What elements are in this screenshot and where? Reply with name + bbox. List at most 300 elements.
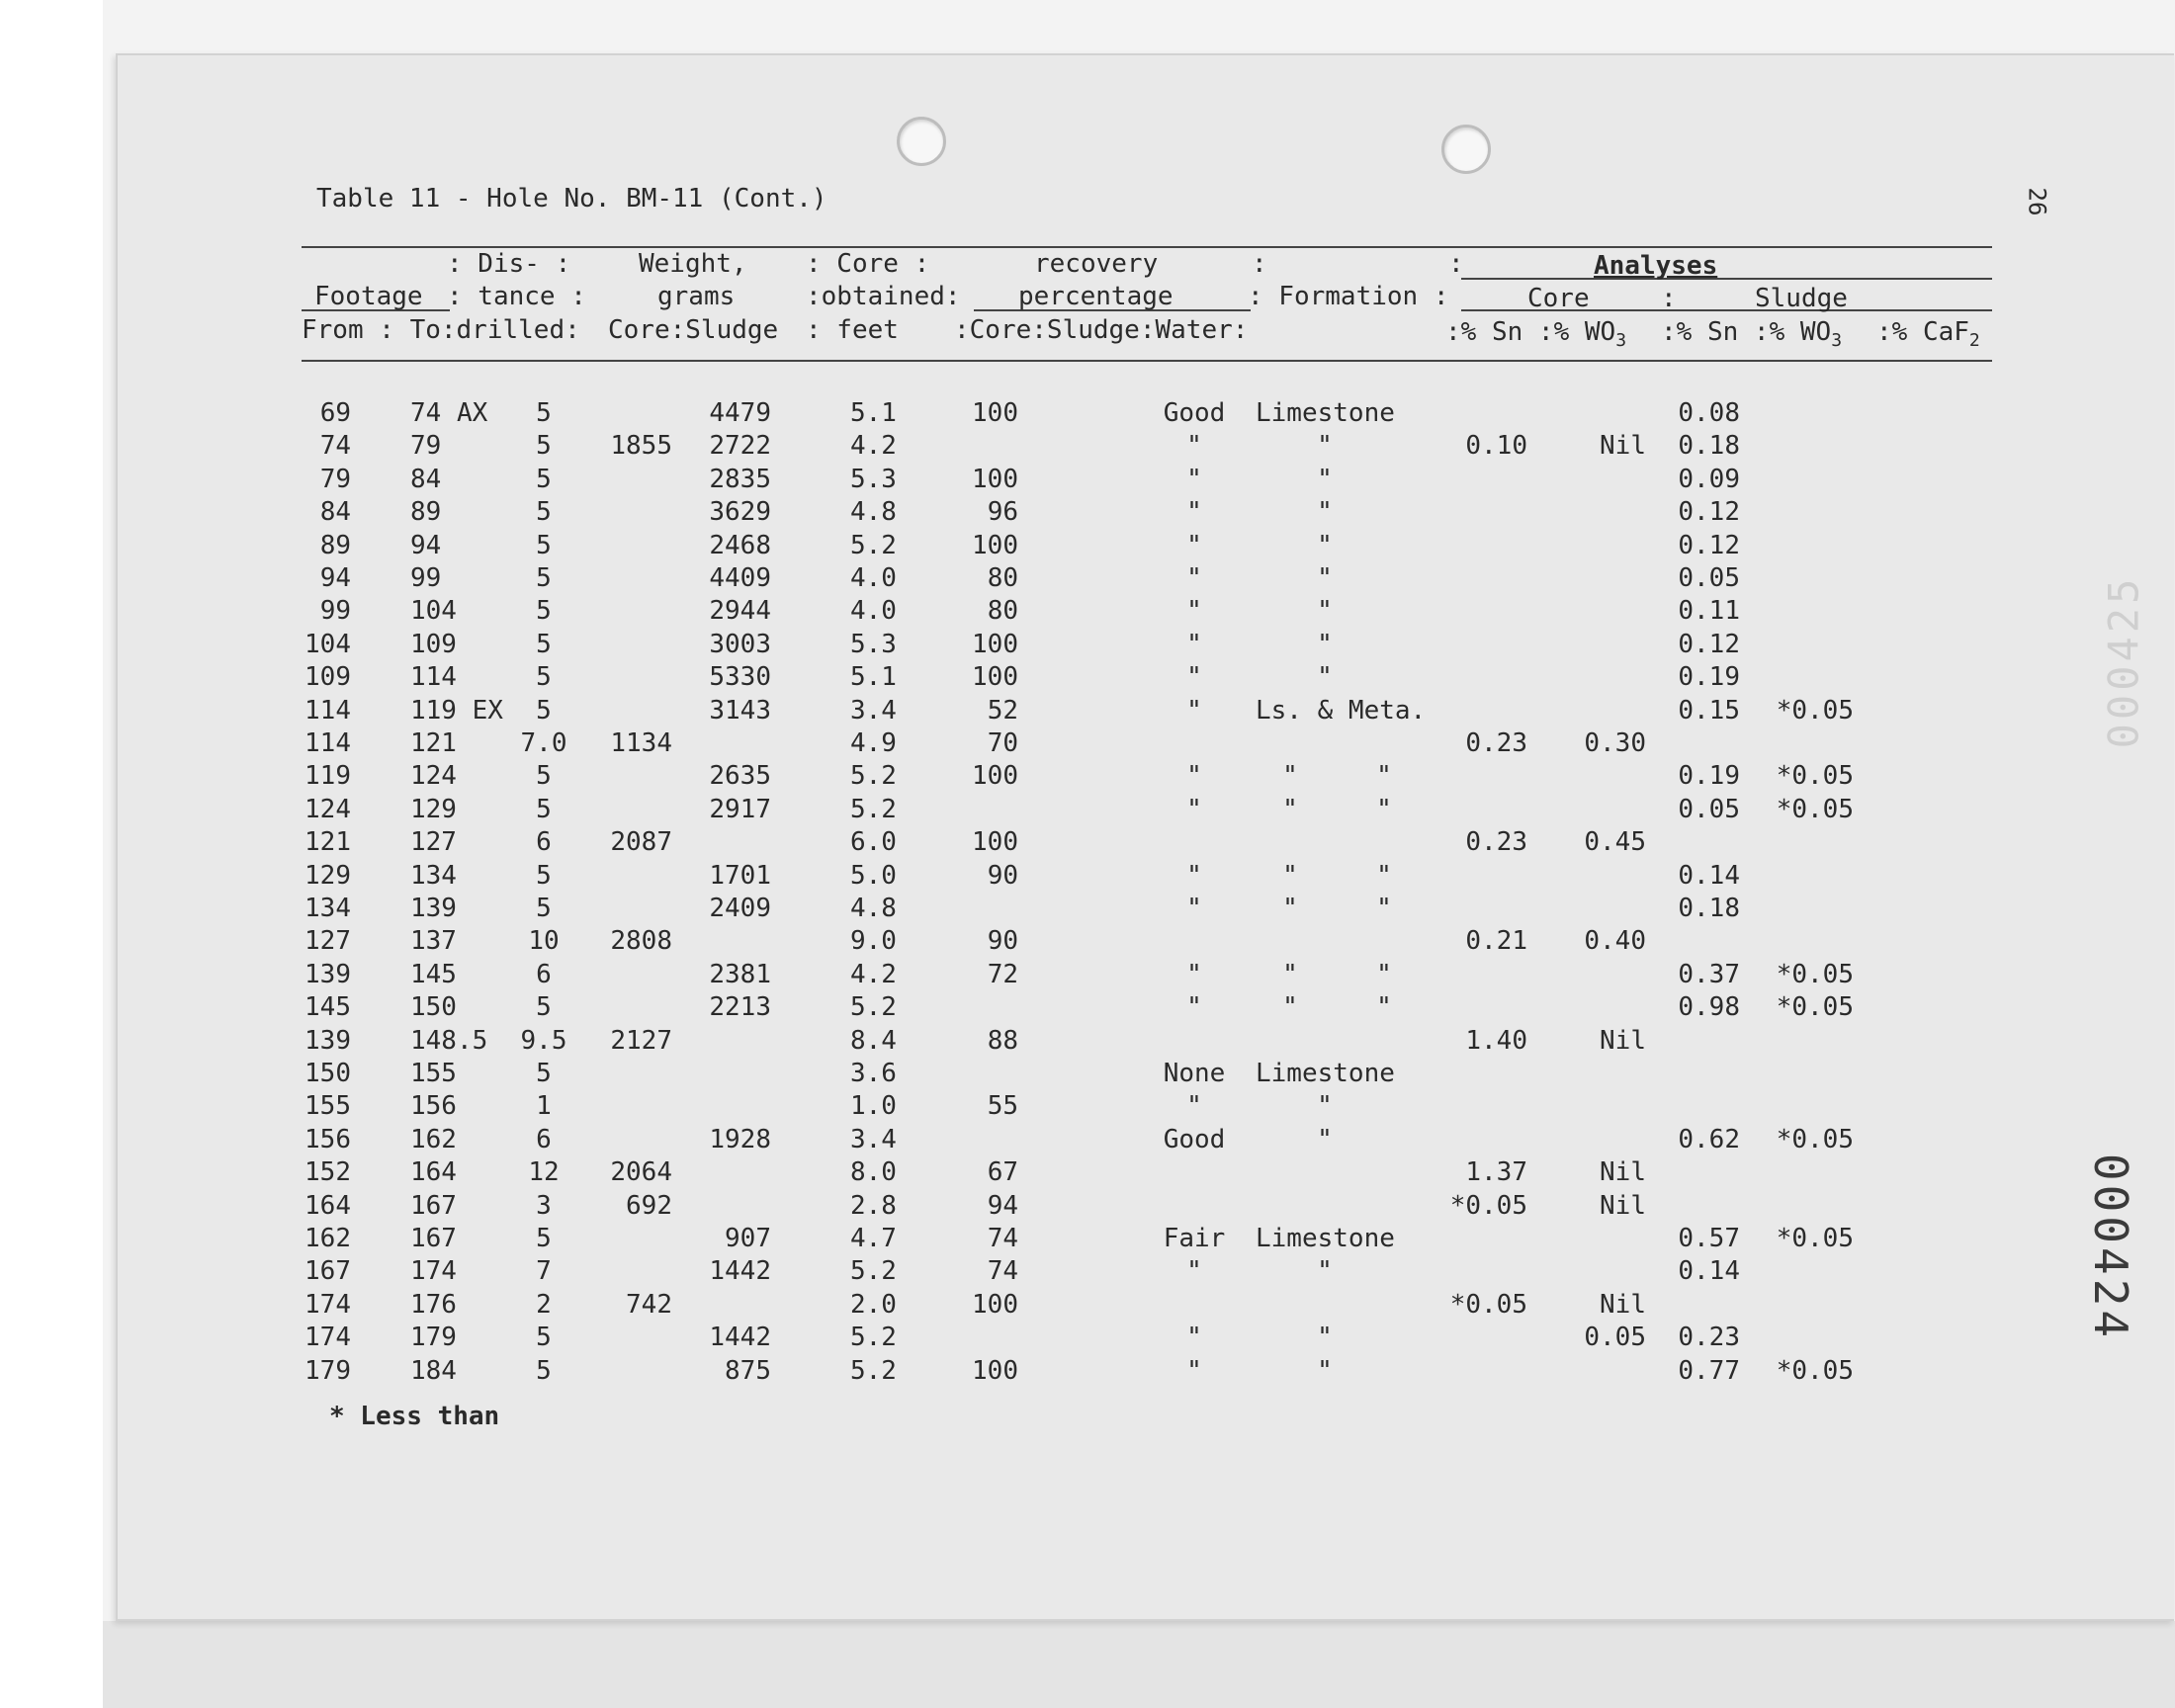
cell-wcore: 2064 — [610, 1157, 672, 1188]
cell-cwo: Nil — [1600, 431, 1646, 462]
cell-f1: Limestone — [1256, 398, 1395, 428]
cell-feet: 3.4 — [850, 1124, 897, 1154]
cell-wsludge: 875 — [725, 1355, 771, 1386]
hdr-sludge: Sludge — [1755, 284, 1848, 313]
cell-feet: 8.4 — [850, 1025, 897, 1056]
cell-from: 145 — [304, 992, 351, 1023]
cell-wcore: 2808 — [610, 926, 672, 957]
cell-water: " — [1186, 563, 1202, 593]
cell-f1: " — [1317, 431, 1333, 462]
hdr-core-obtained-1: : Core : — [806, 249, 930, 279]
cell-from: 89 — [319, 530, 351, 560]
cell-dist: 5 — [536, 662, 552, 693]
cell-to: 94 — [410, 530, 442, 560]
cell-wsludge: 4479 — [709, 398, 771, 428]
cell-to: 79 — [410, 431, 442, 462]
cell-from: 114 — [304, 695, 351, 726]
cell-ssn: 0.11 — [1678, 596, 1740, 627]
cell-rcore: 80 — [987, 563, 1018, 593]
cell-feet: 8.0 — [850, 1157, 897, 1188]
cell-from: 84 — [319, 497, 351, 528]
header-top-rule — [302, 246, 1992, 248]
cell-dist: 5 — [536, 596, 552, 627]
cell-feet: 6.0 — [850, 827, 897, 858]
cell-f1: " — [1317, 497, 1333, 528]
cell-feet: 4.0 — [850, 596, 897, 627]
cell-rcore: 94 — [987, 1190, 1018, 1221]
cell-water: " — [1186, 794, 1202, 824]
cell-csn: 1.40 — [1465, 1025, 1527, 1056]
cell-feet: 9.0 — [850, 926, 897, 957]
cell-rcore: 100 — [972, 629, 1018, 659]
cell-rcore: 74 — [987, 1256, 1018, 1287]
cell-from: 119 — [304, 761, 351, 792]
hdr-caf2: :% CaF$_2$ — [1876, 317, 1980, 352]
cell-from: 99 — [319, 596, 351, 627]
cell-to: 134 — [410, 860, 457, 891]
cell-water: " — [1186, 530, 1202, 560]
cell-wsludge: 2722 — [709, 431, 771, 462]
cell-from: 134 — [304, 894, 351, 923]
cell-ssn: 0.14 — [1678, 860, 1740, 891]
cell-wsludge: 2917 — [709, 794, 771, 824]
cell-ssn: 0.37 — [1678, 959, 1740, 989]
cell-from: 150 — [304, 1059, 351, 1088]
cell-feet: 5.2 — [850, 992, 897, 1023]
cell-water: Good — [1163, 398, 1226, 428]
cell-water: " — [1186, 629, 1202, 659]
cell-dist: 5 — [536, 794, 552, 824]
scan-margin-left — [0, 0, 103, 1708]
hdr-colon: : — [1252, 249, 1267, 279]
hdr-grams: grams — [657, 282, 736, 311]
cell-f1: " — [1317, 1091, 1333, 1122]
cell-water: " — [1186, 596, 1202, 627]
cell-rcore: 100 — [972, 827, 1018, 858]
cell-to: 155 — [410, 1059, 457, 1088]
cell-wcore: 1855 — [610, 431, 672, 462]
cell-water: Fair — [1163, 1224, 1226, 1253]
cell-rcore: 100 — [972, 662, 1018, 693]
cell-rcore: 100 — [972, 1355, 1018, 1386]
hdr-tance: : tance : — [447, 282, 586, 311]
cell-ssn: 0.23 — [1678, 1323, 1740, 1353]
cell-swo: *0.05 — [1776, 761, 1854, 792]
cell-dist: 10 — [528, 926, 560, 957]
cell-water: " — [1186, 431, 1202, 462]
cell-f1: " — [1317, 563, 1333, 593]
cell-wsludge: 907 — [725, 1224, 771, 1253]
cell-water: " — [1186, 761, 1202, 792]
cell-feet: 1.0 — [850, 1091, 897, 1122]
cell-swo: *0.05 — [1776, 1124, 1854, 1154]
cell-to: 104 — [410, 596, 457, 627]
cell-rcore: 100 — [972, 530, 1018, 560]
cell-wcore: 2087 — [610, 827, 672, 858]
cell-from: 174 — [304, 1323, 351, 1353]
cell-water: " — [1186, 1091, 1202, 1122]
cell-cwo: 0.30 — [1584, 728, 1646, 758]
hdr-analyses: Analyses — [1594, 251, 1718, 281]
cell-wsludge: 3143 — [709, 695, 771, 726]
cell-swo: *0.05 — [1776, 695, 1854, 726]
cell-from: 104 — [304, 629, 351, 659]
cell-ssn: 0.05 — [1678, 794, 1740, 824]
hdr-core-sludge-water: :Core:Sludge:Water: — [954, 315, 1249, 345]
cell-ssn: 0.77 — [1678, 1355, 1740, 1386]
cell-dist: 5 — [536, 629, 552, 659]
cell-rcore: 80 — [987, 596, 1018, 627]
table-title: Table 11 - Hole No. BM-11 (Cont.) — [316, 184, 827, 214]
cell-from: 124 — [304, 794, 351, 824]
cell-wcore: 1134 — [610, 728, 672, 758]
cell-to: 150 — [410, 992, 457, 1023]
analyses-rule — [1461, 278, 1992, 280]
cell-to: 121 — [410, 728, 457, 758]
cell-f2: " — [1376, 894, 1392, 923]
hdr-core-sludge-weight: Core:Sludge — [608, 315, 779, 345]
cell-to: 174 — [410, 1256, 457, 1287]
cell-csn: 0.10 — [1465, 431, 1527, 462]
cell-ssn: 0.62 — [1678, 1124, 1740, 1154]
cell-rcore: 70 — [987, 728, 1018, 758]
cell-rcore: 88 — [987, 1025, 1018, 1056]
cell-f1: " — [1317, 596, 1333, 627]
cell-to: 176 — [410, 1289, 457, 1320]
cell-to: 84 — [410, 464, 442, 494]
cell-wsludge: 2409 — [709, 894, 771, 923]
cell-dist: 7 — [536, 1256, 552, 1287]
cell-f1: Limestone — [1256, 1224, 1395, 1253]
cell-feet: 5.0 — [850, 860, 897, 891]
cell-f1: " — [1282, 860, 1298, 891]
cell-feet: 5.2 — [850, 761, 897, 792]
cell-feet: 4.8 — [850, 894, 897, 923]
cell-water: Good — [1163, 1124, 1226, 1154]
cell-dist: 5 — [536, 1224, 552, 1253]
cell-wsludge: 1928 — [709, 1124, 771, 1154]
faint-stamp: 000425 — [2099, 574, 2148, 749]
cell-wsludge: 1701 — [709, 860, 771, 891]
cell-to: 162 — [410, 1124, 457, 1154]
cell-feet: 5.2 — [850, 1323, 897, 1353]
cell-dist: 5 — [536, 563, 552, 593]
cell-dist: 5 — [536, 464, 552, 494]
cell-feet: 5.2 — [850, 1256, 897, 1287]
cell-csn: 0.23 — [1465, 827, 1527, 858]
cell-ssn: 0.09 — [1678, 464, 1740, 494]
cell-dist: 6 — [536, 1124, 552, 1154]
cell-wsludge: 2213 — [709, 992, 771, 1023]
hdr-weight: Weight, — [639, 249, 747, 279]
cell-water: " — [1186, 662, 1202, 693]
hdr-percentage: percentage — [1018, 282, 1174, 311]
cell-from: 129 — [304, 860, 351, 891]
cell-rcore: 90 — [987, 860, 1018, 891]
cell-water: " — [1186, 959, 1202, 989]
cell-cwo: 0.45 — [1584, 827, 1646, 858]
cell-dist: 5 — [536, 1355, 552, 1386]
punch-hole-left — [897, 117, 946, 166]
cell-dist: 5 — [536, 992, 552, 1023]
cell-to: 164 — [410, 1157, 457, 1188]
cell-water: " — [1186, 464, 1202, 494]
cell-f1: " — [1317, 464, 1333, 494]
scan-margin-bottom — [103, 1621, 2175, 1708]
cell-water: " — [1186, 860, 1202, 891]
side-stamp: 000424 — [2084, 1153, 2138, 1342]
cell-f1: " — [1317, 530, 1333, 560]
cell-to: 109 — [410, 629, 457, 659]
cell-feet: 5.2 — [850, 530, 897, 560]
cell-from: 139 — [304, 1025, 351, 1056]
cell-dist: 5 — [536, 431, 552, 462]
cell-feet: 5.1 — [850, 398, 897, 428]
cell-dist: 5 — [536, 1323, 552, 1353]
hdr-colon: : — [1448, 249, 1464, 279]
cell-f1: " — [1282, 959, 1298, 989]
cell-f1: " — [1317, 1355, 1333, 1386]
cell-to: 156 — [410, 1091, 457, 1122]
cell-from: 127 — [304, 926, 351, 957]
cell-from: 74 — [319, 431, 351, 462]
cell-wsludge: 3003 — [709, 629, 771, 659]
cell-cwo: Nil — [1600, 1157, 1646, 1188]
cell-feet: 4.9 — [850, 728, 897, 758]
cell-dist: 5 — [536, 761, 552, 792]
cell-wsludge: 5330 — [709, 662, 771, 693]
cell-ssn: 0.05 — [1678, 563, 1740, 593]
page-number: 26 — [2023, 187, 2051, 216]
cell-cwo: 0.05 — [1584, 1323, 1646, 1353]
cell-wsludge: 2835 — [709, 464, 771, 494]
hdr-sludge-sn-wo3: :% Sn :% $WO_3$ — [1661, 317, 1843, 352]
cell-dist: 5 — [536, 398, 552, 428]
cell-f1: " — [1282, 794, 1298, 824]
cell-csn: 0.23 — [1465, 728, 1527, 758]
hdr-obtained: :obtained: — [806, 282, 961, 311]
cell-from: 109 — [304, 662, 351, 693]
cell-ssn: 0.12 — [1678, 530, 1740, 560]
cell-ssn: 0.19 — [1678, 662, 1740, 693]
cell-dist: 5 — [536, 530, 552, 560]
cell-dist: 7.0 — [520, 728, 567, 758]
cell-cwo: Nil — [1600, 1190, 1646, 1221]
cell-wcore: 692 — [626, 1190, 672, 1221]
cell-dist: 9.5 — [520, 1025, 567, 1056]
hdr-recovery: recovery — [1034, 249, 1159, 279]
cell-f2: " — [1376, 761, 1392, 792]
cell-feet: 4.2 — [850, 431, 897, 462]
cell-from: 94 — [319, 563, 351, 593]
cell-dist: 5 — [536, 1059, 552, 1088]
cell-f1: " — [1282, 992, 1298, 1023]
cell-dist: 5 — [536, 695, 552, 726]
cell-water: " — [1186, 497, 1202, 528]
cell-to: 139 — [410, 894, 457, 923]
cell-from: 167 — [304, 1256, 351, 1287]
cell-wsludge: 4409 — [709, 563, 771, 593]
cell-wsludge: 2468 — [709, 530, 771, 560]
cell-to: 89 — [410, 497, 442, 528]
cell-ssn: 0.57 — [1678, 1224, 1740, 1253]
cell-water: " — [1186, 695, 1202, 726]
cell-rcore: 100 — [972, 1289, 1018, 1320]
cell-from: 79 — [319, 464, 351, 494]
cell-rcore: 96 — [987, 497, 1018, 528]
cell-ssn: 0.19 — [1678, 761, 1740, 792]
cell-cwo: 0.40 — [1584, 926, 1646, 957]
cell-water: " — [1186, 1323, 1202, 1353]
cell-wsludge: 1442 — [709, 1323, 771, 1353]
punch-hole-right — [1441, 125, 1491, 174]
cell-water: " — [1186, 1355, 1202, 1386]
cell-from: 174 — [304, 1289, 351, 1320]
cell-csn: *0.05 — [1449, 1190, 1527, 1221]
cell-rcore: 90 — [987, 926, 1018, 957]
cell-csn: 1.37 — [1465, 1157, 1527, 1188]
cell-to: 167 — [410, 1224, 457, 1253]
cell-from: 152 — [304, 1157, 351, 1188]
cell-from: 139 — [304, 959, 351, 989]
cell-to: 119 EX — [410, 695, 503, 726]
cell-ssn: 0.18 — [1678, 894, 1740, 923]
cell-from: 121 — [304, 827, 351, 858]
cell-feet: 5.3 — [850, 464, 897, 494]
cell-f1: " — [1282, 761, 1298, 792]
cell-from: 156 — [304, 1124, 351, 1154]
cell-csn: 0.21 — [1465, 926, 1527, 957]
cell-feet: 2.0 — [850, 1289, 897, 1320]
cell-water: " — [1186, 992, 1202, 1023]
cell-f2: " — [1376, 992, 1392, 1023]
cell-dist: 1 — [536, 1091, 552, 1122]
cell-from: 114 — [304, 728, 351, 758]
cell-ssn: 0.15 — [1678, 695, 1740, 726]
cell-rcore: 67 — [987, 1157, 1018, 1188]
cell-to: 179 — [410, 1323, 457, 1353]
cell-to: 127 — [410, 827, 457, 858]
cell-wsludge: 3629 — [709, 497, 771, 528]
cell-to: 184 — [410, 1355, 457, 1386]
cell-f1: " — [1317, 662, 1333, 693]
cell-to: 99 — [410, 563, 442, 593]
cell-to: 124 — [410, 761, 457, 792]
cell-ssn: 0.12 — [1678, 629, 1740, 659]
cell-feet: 3.6 — [850, 1059, 897, 1088]
cell-f1: Ls. & Meta. — [1256, 695, 1427, 726]
cell-wsludge: 1442 — [709, 1256, 771, 1287]
cell-feet: 4.2 — [850, 959, 897, 989]
cell-feet: 2.8 — [850, 1190, 897, 1221]
cell-to: 148.5 — [410, 1025, 488, 1056]
cell-wcore: 742 — [626, 1289, 672, 1320]
cell-rcore: 100 — [972, 398, 1018, 428]
cell-f2: " — [1376, 794, 1392, 824]
cell-dist: 3 — [536, 1190, 552, 1221]
cell-feet: 5.2 — [850, 1355, 897, 1386]
cell-wsludge: 2944 — [709, 596, 771, 627]
cell-dist: 6 — [536, 827, 552, 858]
cell-f1: " — [1317, 1323, 1333, 1353]
cell-ssn: 0.12 — [1678, 497, 1740, 528]
cell-dist: 5 — [536, 860, 552, 891]
cell-dist: 6 — [536, 959, 552, 989]
cell-feet: 5.3 — [850, 629, 897, 659]
hdr-core-sn-wo3: :% Sn :% $WO_3$ — [1445, 317, 1627, 352]
cell-feet: 4.8 — [850, 497, 897, 528]
cell-f1: " — [1317, 629, 1333, 659]
cell-swo: *0.05 — [1776, 959, 1854, 989]
cell-wsludge: 2381 — [709, 959, 771, 989]
cell-f2: " — [1376, 860, 1392, 891]
cell-rcore: 100 — [972, 464, 1018, 494]
hdr-dis: : Dis- : — [447, 249, 571, 279]
cell-f1: " — [1282, 894, 1298, 923]
cell-feet: 5.2 — [850, 794, 897, 824]
cell-swo: *0.05 — [1776, 1224, 1854, 1253]
cell-water: None — [1163, 1059, 1226, 1088]
cell-from: 69 — [319, 398, 351, 428]
hdr-colon: : — [1661, 284, 1677, 313]
cell-wcore: 2127 — [610, 1025, 672, 1056]
hdr-core: Core — [1527, 284, 1590, 313]
cell-ssn: 0.18 — [1678, 431, 1740, 462]
hdr-footage: Footage — [314, 282, 423, 311]
cell-f1: " — [1317, 1124, 1333, 1154]
cell-from: 155 — [304, 1091, 351, 1122]
cell-ssn: 0.14 — [1678, 1256, 1740, 1287]
cell-f2: " — [1376, 959, 1392, 989]
footnote: * Less than — [329, 1402, 500, 1431]
cell-to: 114 — [410, 662, 457, 693]
cell-dist: 5 — [536, 894, 552, 923]
header-bottom-rule — [302, 360, 1992, 362]
cell-feet: 5.1 — [850, 662, 897, 693]
cell-feet: 4.0 — [850, 563, 897, 593]
cell-rcore: 74 — [987, 1224, 1018, 1253]
cell-to: 167 — [410, 1190, 457, 1221]
cell-to: 145 — [410, 959, 457, 989]
cell-ssn: 0.08 — [1678, 398, 1740, 428]
cell-from: 162 — [304, 1224, 351, 1253]
cell-cwo: Nil — [1600, 1025, 1646, 1056]
cell-dist: 5 — [536, 497, 552, 528]
cell-dist: 2 — [536, 1289, 552, 1320]
cell-f1: " — [1317, 1256, 1333, 1287]
cell-swo: *0.05 — [1776, 992, 1854, 1023]
cell-f1: Limestone — [1256, 1059, 1395, 1088]
hdr-feet: : feet — [806, 315, 899, 345]
cell-wsludge: 2635 — [709, 761, 771, 792]
cell-swo: *0.05 — [1776, 1355, 1854, 1386]
cell-rcore: 72 — [987, 959, 1018, 989]
hdr-formation: : Formation : — [1248, 282, 1449, 311]
cell-water: " — [1186, 1256, 1202, 1287]
cell-to: 74 AX — [410, 398, 488, 428]
cell-feet: 4.7 — [850, 1224, 897, 1253]
cell-to: 129 — [410, 794, 457, 824]
cell-cwo: Nil — [1600, 1289, 1646, 1320]
cell-water: " — [1186, 894, 1202, 923]
cell-swo: *0.05 — [1776, 794, 1854, 824]
cell-ssn: 0.98 — [1678, 992, 1740, 1023]
cell-from: 179 — [304, 1355, 351, 1386]
cell-rcore: 100 — [972, 761, 1018, 792]
cell-to: 137 — [410, 926, 457, 957]
hdr-from-to-drilled: From : To:drilled: — [302, 315, 580, 345]
cell-from: 164 — [304, 1190, 351, 1221]
